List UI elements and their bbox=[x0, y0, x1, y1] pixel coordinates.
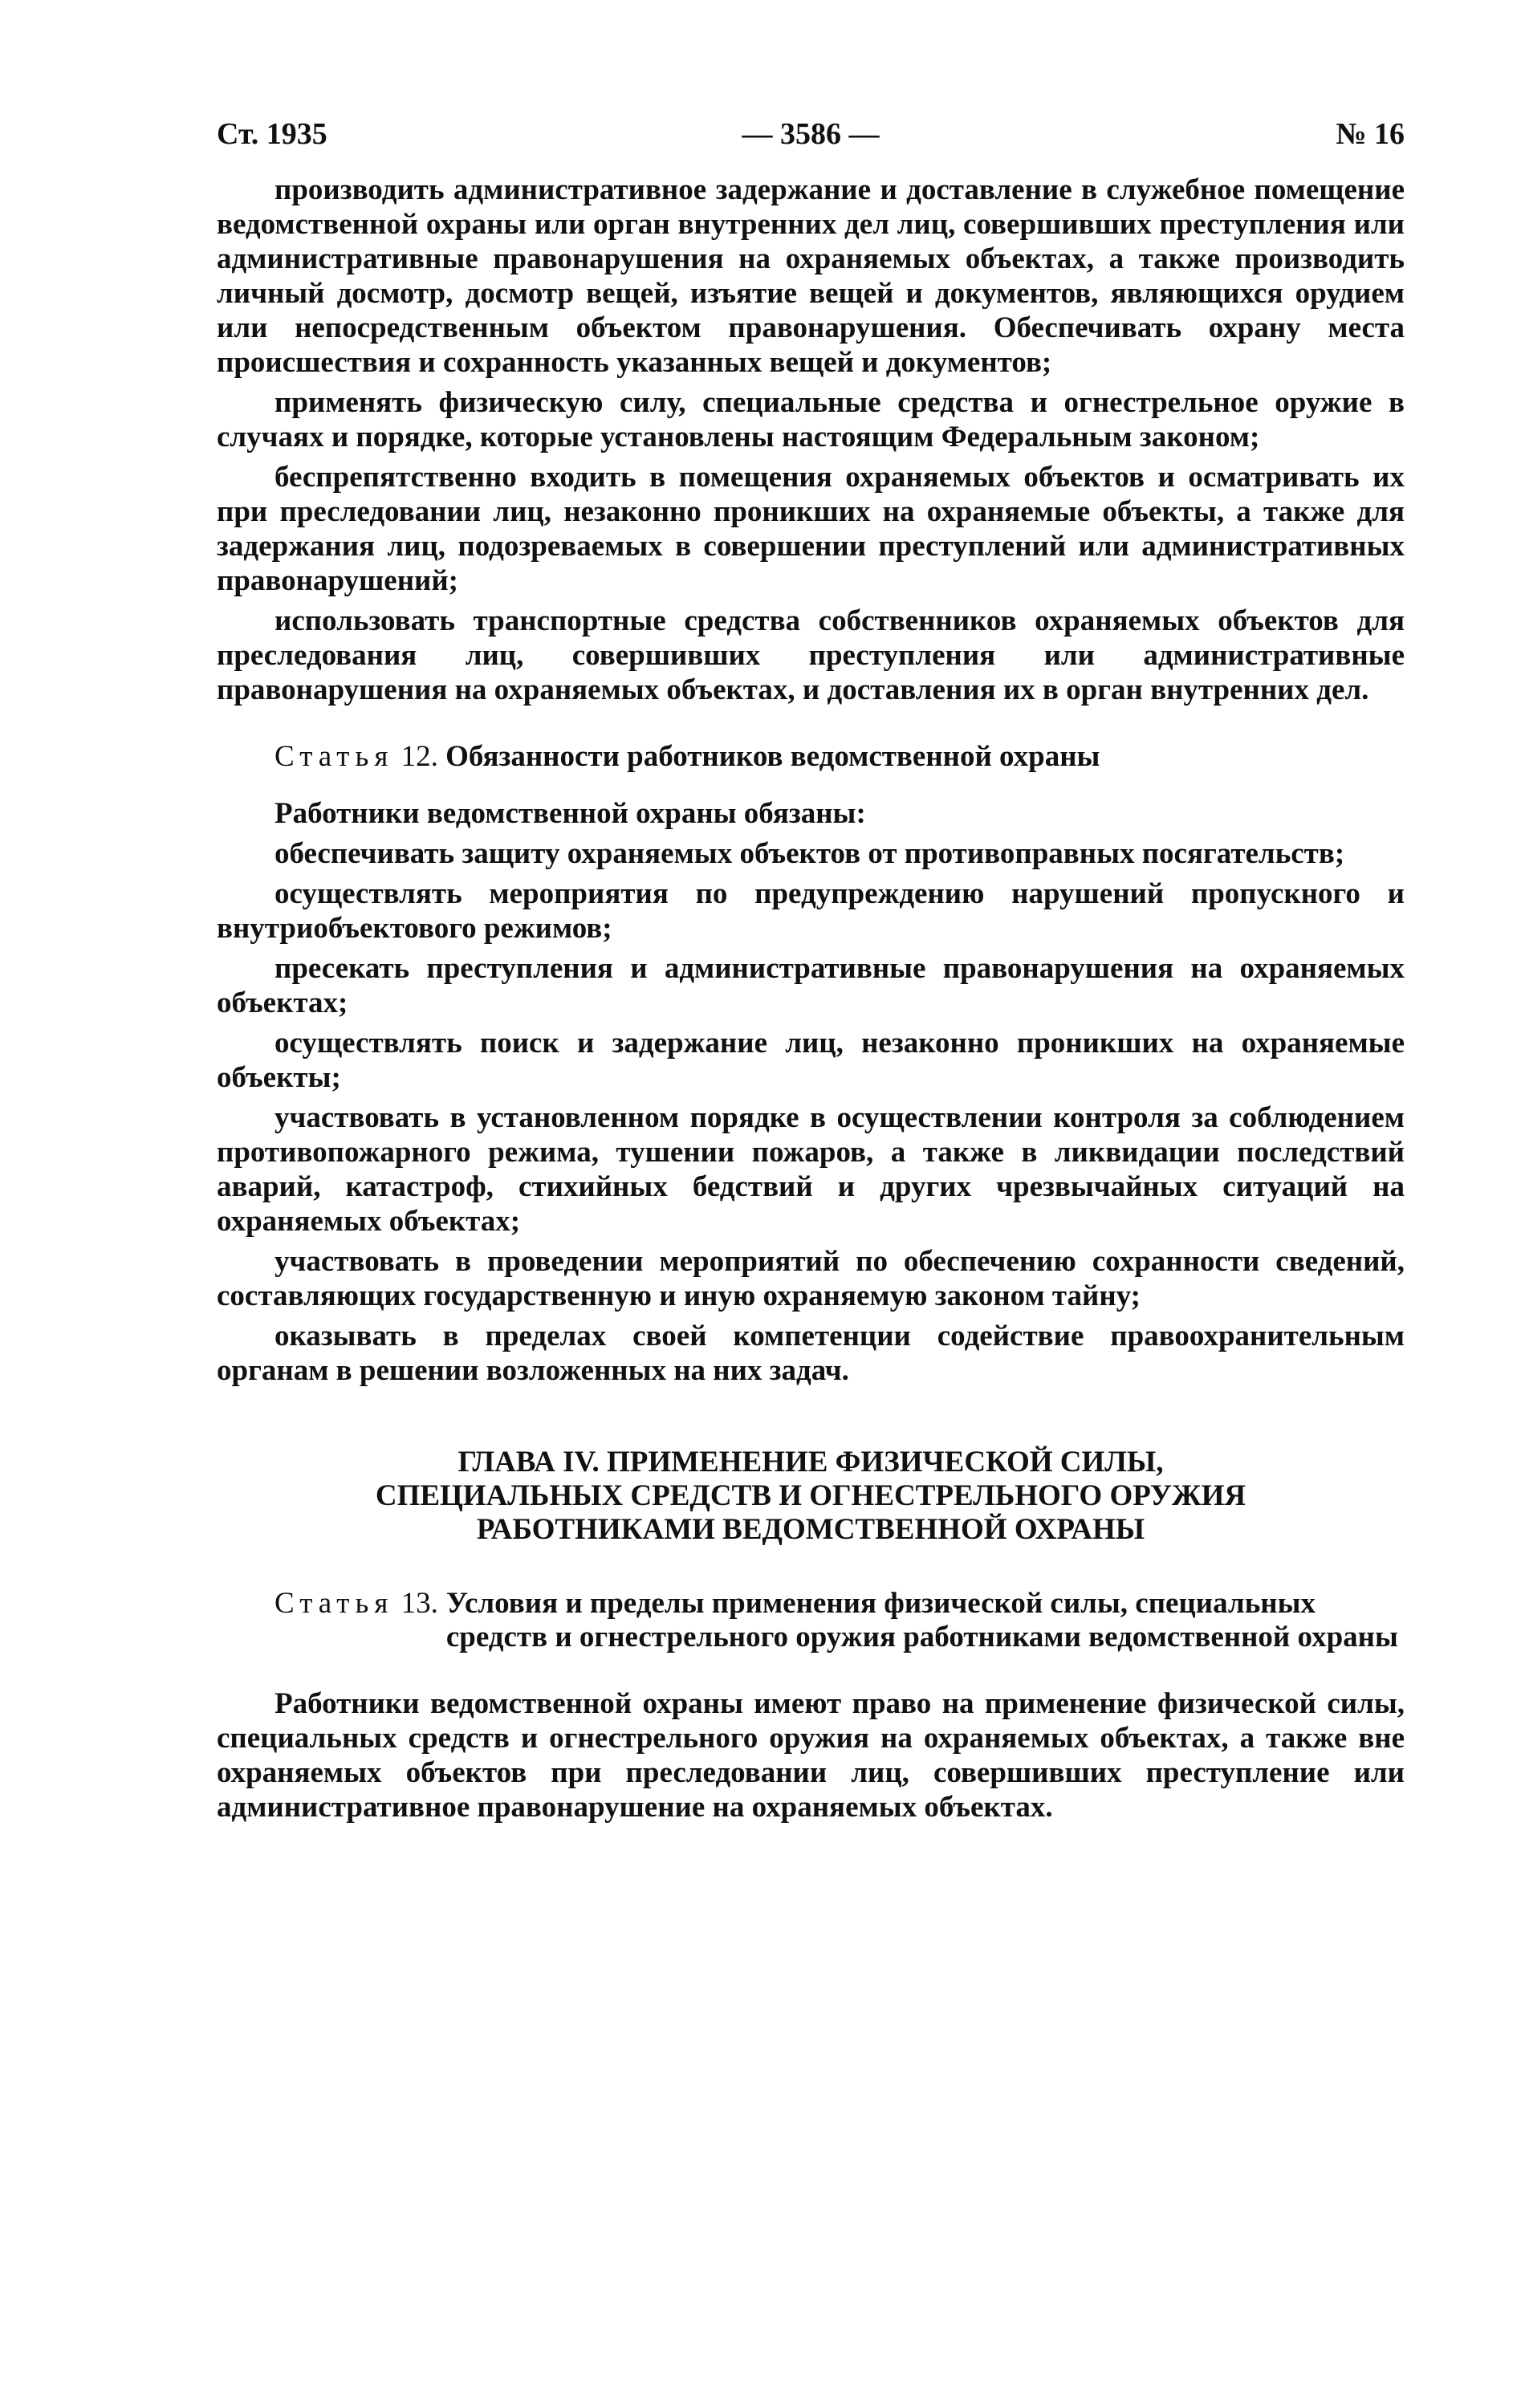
article-title: Условия и пределы применения физической силы, специальных средств и огнестрельного оружия работниками ведомственной охраны bbox=[445, 1587, 1398, 1653]
article-ref: Ст. 1935 bbox=[217, 117, 327, 151]
paragraph: осуществлять поиск и задержание лиц, незаконно проникших на охраняемые объекты; bbox=[217, 1027, 1405, 1094]
page-header bbox=[217, 116, 1405, 173]
paragraph: применять физическую силу, специальные средства и огнестрельное оружие в случаях и порядке, которые установлены настоящим Федеральным законом; bbox=[217, 386, 1405, 454]
text-block-top bbox=[217, 173, 1405, 707]
article-12-heading bbox=[217, 739, 1405, 774]
paragraph: пресекать преступления и административные правонарушения на охраняемых объектах; bbox=[217, 952, 1405, 1019]
issue-number: № 16 bbox=[1336, 117, 1405, 151]
article-word: Статья bbox=[274, 740, 394, 773]
paragraph: участвовать в проведении мероприятий по обеспечению сохранности сведений, составляющих государственную и иную охраняемую законом тайну; bbox=[217, 1245, 1405, 1312]
document-page bbox=[217, 116, 1405, 1830]
chapter-line: СПЕЦИАЛЬНЫХ СРЕДСТВ И ОГНЕСТРЕЛЬНОГО ОРУЖИЯ bbox=[375, 1479, 1246, 1512]
paragraph: Работники ведомственной охраны имеют право на применение физической силы, специальных средств и огнестрельного оружия на охраняемых объектах, а также вне охраняемых объектов при преследовании лиц, совершивших преступление или административное правонарушение на охраняемых объектах. bbox=[217, 1687, 1405, 1824]
paragraph: производить административное задержание и доставление в служебное помещение ведомственной охраны или орган внутренних дел лиц, совершивших преступления или административные правонарушения на охраняемых объектах, а также производить личный досмотр, досмотр вещей, изъятие вещей и документов, являющихся орудием или непосредственным объектом правонарушения. Обеспечивать охрану места происшествия и сохранность указанных вещей и документов; bbox=[217, 173, 1405, 379]
paragraph: участвовать в установленном порядке в осуществлении контроля за соблюдением противопожарного режима, тушении пожаров, а также в ликвидации последствий аварий, катастроф, стихийных бедствий и других чрезвычайных ситуаций на охраняемых объектах; bbox=[217, 1101, 1405, 1238]
chapter-line: ГЛАВА IV. ПРИМЕНЕНИЕ ФИЗИЧЕСКОЙ СИЛЫ, bbox=[458, 1446, 1164, 1479]
article-label bbox=[217, 1587, 438, 1654]
article-13-text bbox=[217, 1686, 1405, 1824]
article-12-text bbox=[217, 796, 1405, 1388]
article-number: 13. bbox=[401, 1587, 438, 1620]
paragraph: беспрепятственно входить в помещения охраняемых объектов и осматривать их при преследовании лиц, незаконно проникших на охраняемые объекты, а также для задержания лиц, подозреваемых в совершении преступлений или административных правонарушений; bbox=[217, 461, 1405, 597]
paragraph: оказывать в пределах своей компетенции содействие правоохранительным органам в решении возложенных на них задач. bbox=[217, 1320, 1405, 1387]
chapter-line: РАБОТНИКАМИ ВЕДОМСТВЕННОЙ ОХРАНЫ bbox=[476, 1513, 1145, 1546]
paragraph: обеспечивать защиту охраняемых объектов от противоправных посягательств; bbox=[274, 837, 1345, 870]
article-title: Обязанности работников ведомственной охраны bbox=[445, 740, 1100, 773]
chapter-heading bbox=[217, 1446, 1405, 1547]
article-13-heading bbox=[217, 1587, 1405, 1654]
paragraph: использовать транспортные средства собственников охраняемых объектов для преследования лиц, совершивших преступления или административные правонарушения на охраняемых объектах, и доставления их в орган внутренних дел. bbox=[217, 604, 1405, 706]
page-number: — 3586 — bbox=[742, 117, 880, 151]
paragraph: Работники ведомственной охраны обязаны: bbox=[274, 797, 866, 830]
paragraph: осуществлять мероприятия по предупреждению нарушений пропускного и внутриобъектового режимов; bbox=[217, 877, 1405, 945]
article-word: Статья bbox=[274, 1587, 394, 1620]
article-number: 12. bbox=[401, 740, 438, 773]
